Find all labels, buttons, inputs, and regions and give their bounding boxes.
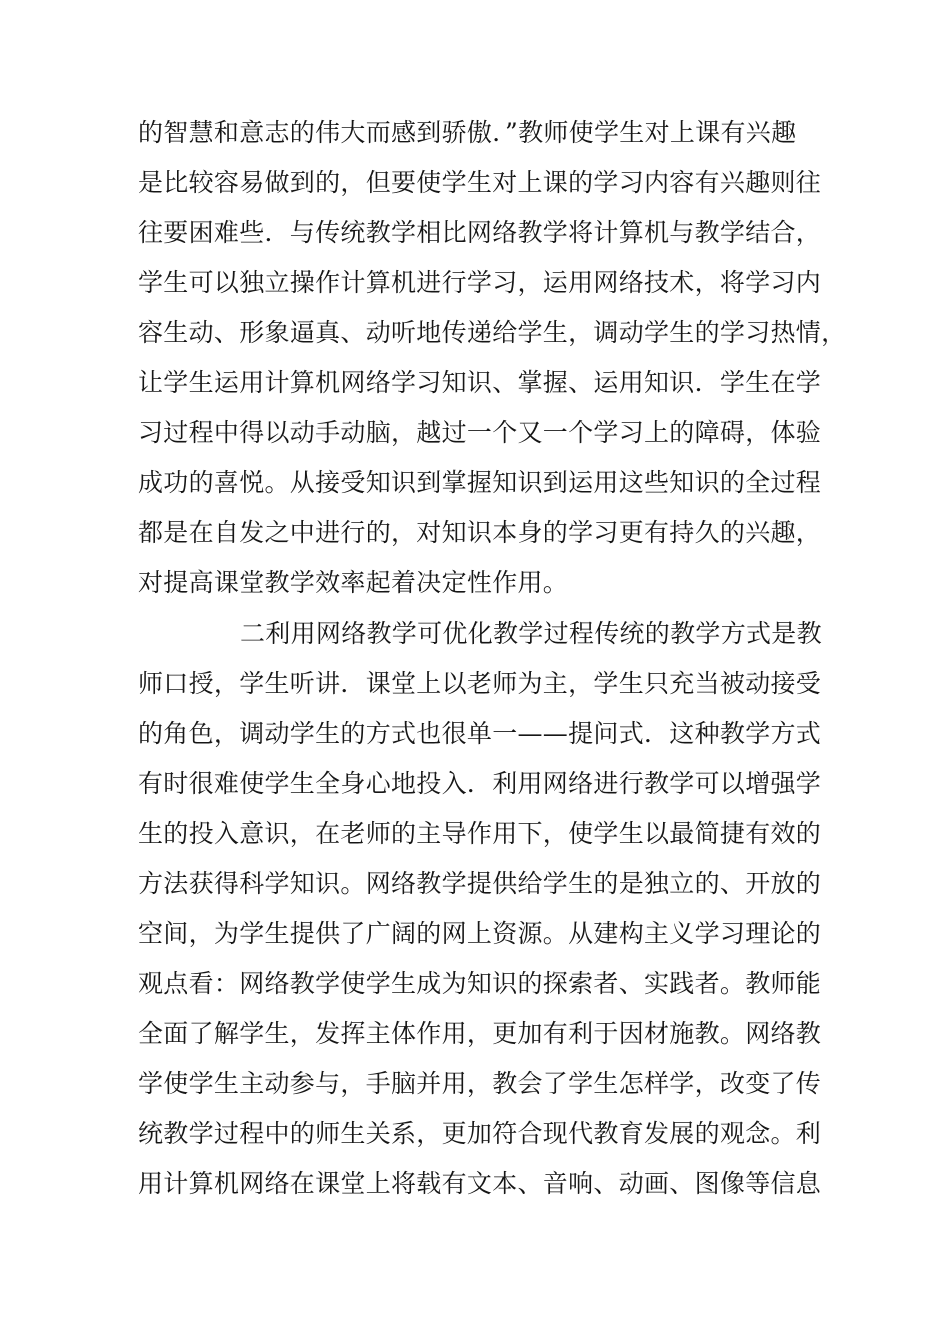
text-line: 观点看：网络教学使学生成为知识的探索者、实践者。教师能 [138,969,822,998]
text-line: 的智慧和意志的伟大而感到骄傲．”教师使学生对上课有兴趣 [138,118,797,147]
text-line: 成功的喜悦。从接受知识到掌握知识到运用这些知识的全过程 [138,468,822,497]
text-line: 用计算机网络在课堂上将载有文本、音响、动画、图像等信息 [138,1169,822,1198]
text-line: 的角色，调动学生的方式也很单一——提问式．这种教学方式 [138,719,822,748]
text-line: 生的投入意识，在老师的主导作用下，使学生以最简捷有效的 [138,819,822,848]
text-line: 空间，为学生提供了广阔的网上资源。从建构主义学习理论的 [138,919,822,948]
section-heading-line: 二利用网络教学可优化教学过程传统的教学方式是教 [240,619,822,648]
text-line: 统教学过程中的师生关系，更加符合现代教育发展的观念。利 [138,1119,822,1148]
text-line: 师口授，学生听讲．课堂上以老师为主，学生只充当被动接受 [138,669,822,698]
text-line: 方法获得科学知识。网络教学提供给学生的是独立的、开放的 [138,869,822,898]
text-line: 往要困难些．与传统教学相比网络教学将计算机与教学结合， [138,218,822,247]
text-line: 让学生运用计算机网络学习知识、掌握、运用知识．学生在学 [138,368,822,397]
text-line: 有时很难使学生全身心地投入．利用网络进行教学可以增强学 [138,769,822,798]
text-line: 全面了解学生，发挥主体作用，更加有利于因材施教。网络教 [138,1019,822,1048]
text-line: 是比较容易做到的，但要使学生对上课的学习内容有兴趣则往 [138,168,822,197]
text-line: 对提高课堂教学效率起着决定性作用。 [138,568,569,597]
text-line: 容生动、形象逼真、动听地传递给学生，调动学生的学习热情， [138,318,847,347]
text-line: 都是在自发之中进行的，对知识本身的学习更有持久的兴趣， [138,518,822,547]
text-line: 学生可以独立操作计算机进行学习，运用网络技术，将学习内 [138,268,822,297]
text-line: 学使学生主动参与，手脑并用，教会了学生怎样学，改变了传 [138,1069,822,1098]
text-line: 习过程中得以动手动脑，越过一个又一个学习上的障碍，体验 [138,418,822,447]
